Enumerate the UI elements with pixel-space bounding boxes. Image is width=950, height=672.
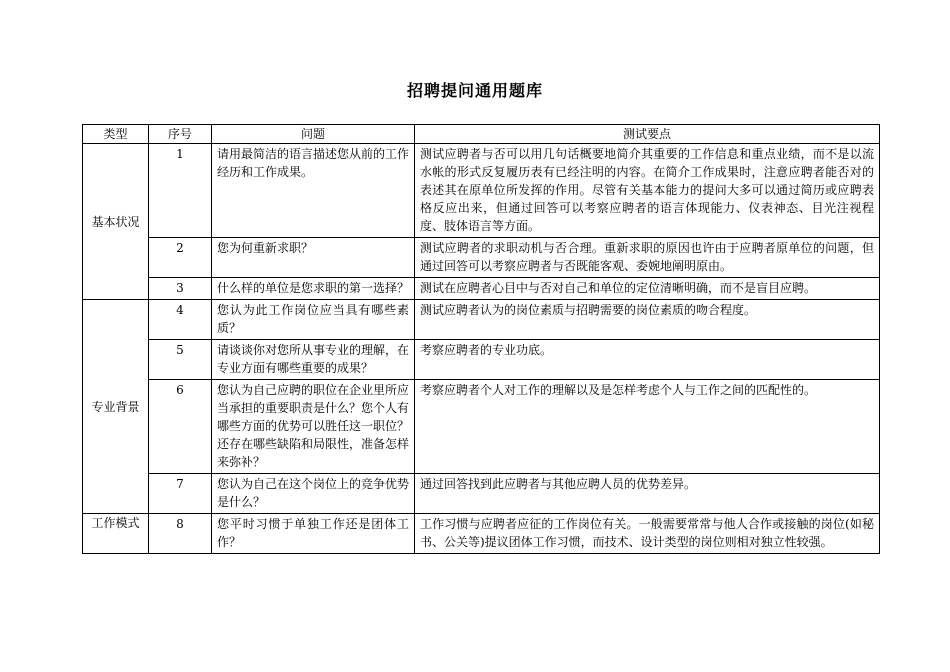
- row-number: 8: [149, 514, 212, 554]
- row-number: 5: [149, 340, 212, 380]
- test-point-cell: 考察应聘者个人对工作的理解以及是怎样考虑个人与工作之间的匹配性的。: [415, 380, 880, 474]
- question-table: [82, 124, 880, 554]
- table-row: [83, 278, 880, 300]
- category-cell: 专业背景: [83, 300, 149, 514]
- question-cell: 您为何重新求职？: [212, 238, 415, 278]
- test-point-cell: 测试在应聘者心目中与否对自己和单位的定位清晰明确，而不是盲目应聘。: [415, 278, 880, 300]
- row-number: 6: [149, 380, 212, 474]
- question-cell: 您认为自己应聘的职位在企业里所应当承担的重要职责是什么？您个人有哪些方面的优势可以胜任这一职位？还存在哪些缺陷和局限性，准备怎样来弥补？: [212, 380, 415, 474]
- question-cell: 请用最简洁的语言描述您从前的工作经历和工作成果。: [212, 144, 415, 238]
- table-row: [83, 144, 880, 238]
- question-cell: 什么样的单位是您求职的第一选择？: [212, 278, 415, 300]
- test-point-cell: 测试应聘者的求职动机与否合理。重新求职的原因也许由于应聘者原单位的问题，但通过回答可以考察应聘者与否既能客观、委婉地阐明原由。: [415, 238, 880, 278]
- row-number: 4: [149, 300, 212, 340]
- row-number: 3: [149, 278, 212, 300]
- table-row: [83, 514, 880, 554]
- header-test-points: 测试要点: [415, 125, 880, 144]
- question-cell: 您认为此工作岗位应当具有哪些素质？: [212, 300, 415, 340]
- question-cell: 您平时习惯于单独工作还是团体工作？: [212, 514, 415, 554]
- table-row: [83, 238, 880, 278]
- table-row: [83, 300, 880, 340]
- header-number: 序号: [149, 125, 212, 144]
- test-point-cell: 通过回答找到此应聘者与其他应聘人员的优势差异。: [415, 474, 880, 514]
- test-point-cell: 测试应聘者认为的岗位素质与招聘需要的岗位素质的吻合程度。: [415, 300, 880, 340]
- header-question: 问题: [212, 125, 415, 144]
- row-number: 7: [149, 474, 212, 514]
- table-row: [83, 474, 880, 514]
- question-cell: 您认为自己在这个岗位上的竞争优势是什么？: [212, 474, 415, 514]
- test-point-cell: 工作习惯与应聘者应征的工作岗位有关。一般需要常常与他人合作或接触的岗位(如秘书、公关等)提议团体工作习惯，而技术、设计类型的岗位则相对独立性较强。: [415, 514, 880, 554]
- test-point-cell: 测试应聘者与否可以用几句话概要地简介其重要的工作信息和重点业绩，而不是以流水帐的形式反复履历表有已经注明的内容。在简介工作成果时，注意应聘者能否对的表述其在原单位所发挥的作用。尽管有关基本能力的提问大多可以通过简历或应聘表格反应出来，但通过回答可以考察应聘者的语言体现能力、仪表神态、目光注视程度、肢体语言等方面。: [415, 144, 880, 238]
- table-header-row: [83, 125, 880, 144]
- category-cell: 工作模式: [83, 514, 149, 554]
- question-cell: 请谈谈你对您所从事专业的理解，在专业方面有哪些重要的成果？: [212, 340, 415, 380]
- table-row: [83, 380, 880, 474]
- table-row: [83, 340, 880, 380]
- header-type: 类型: [83, 125, 149, 144]
- category-cell: 基本状况: [83, 144, 149, 300]
- row-number: 2: [149, 238, 212, 278]
- page-title: 招聘提问通用题库: [406, 81, 543, 100]
- row-number: 1: [149, 144, 212, 238]
- test-point-cell: 考察应聘者的专业功底。: [415, 340, 880, 380]
